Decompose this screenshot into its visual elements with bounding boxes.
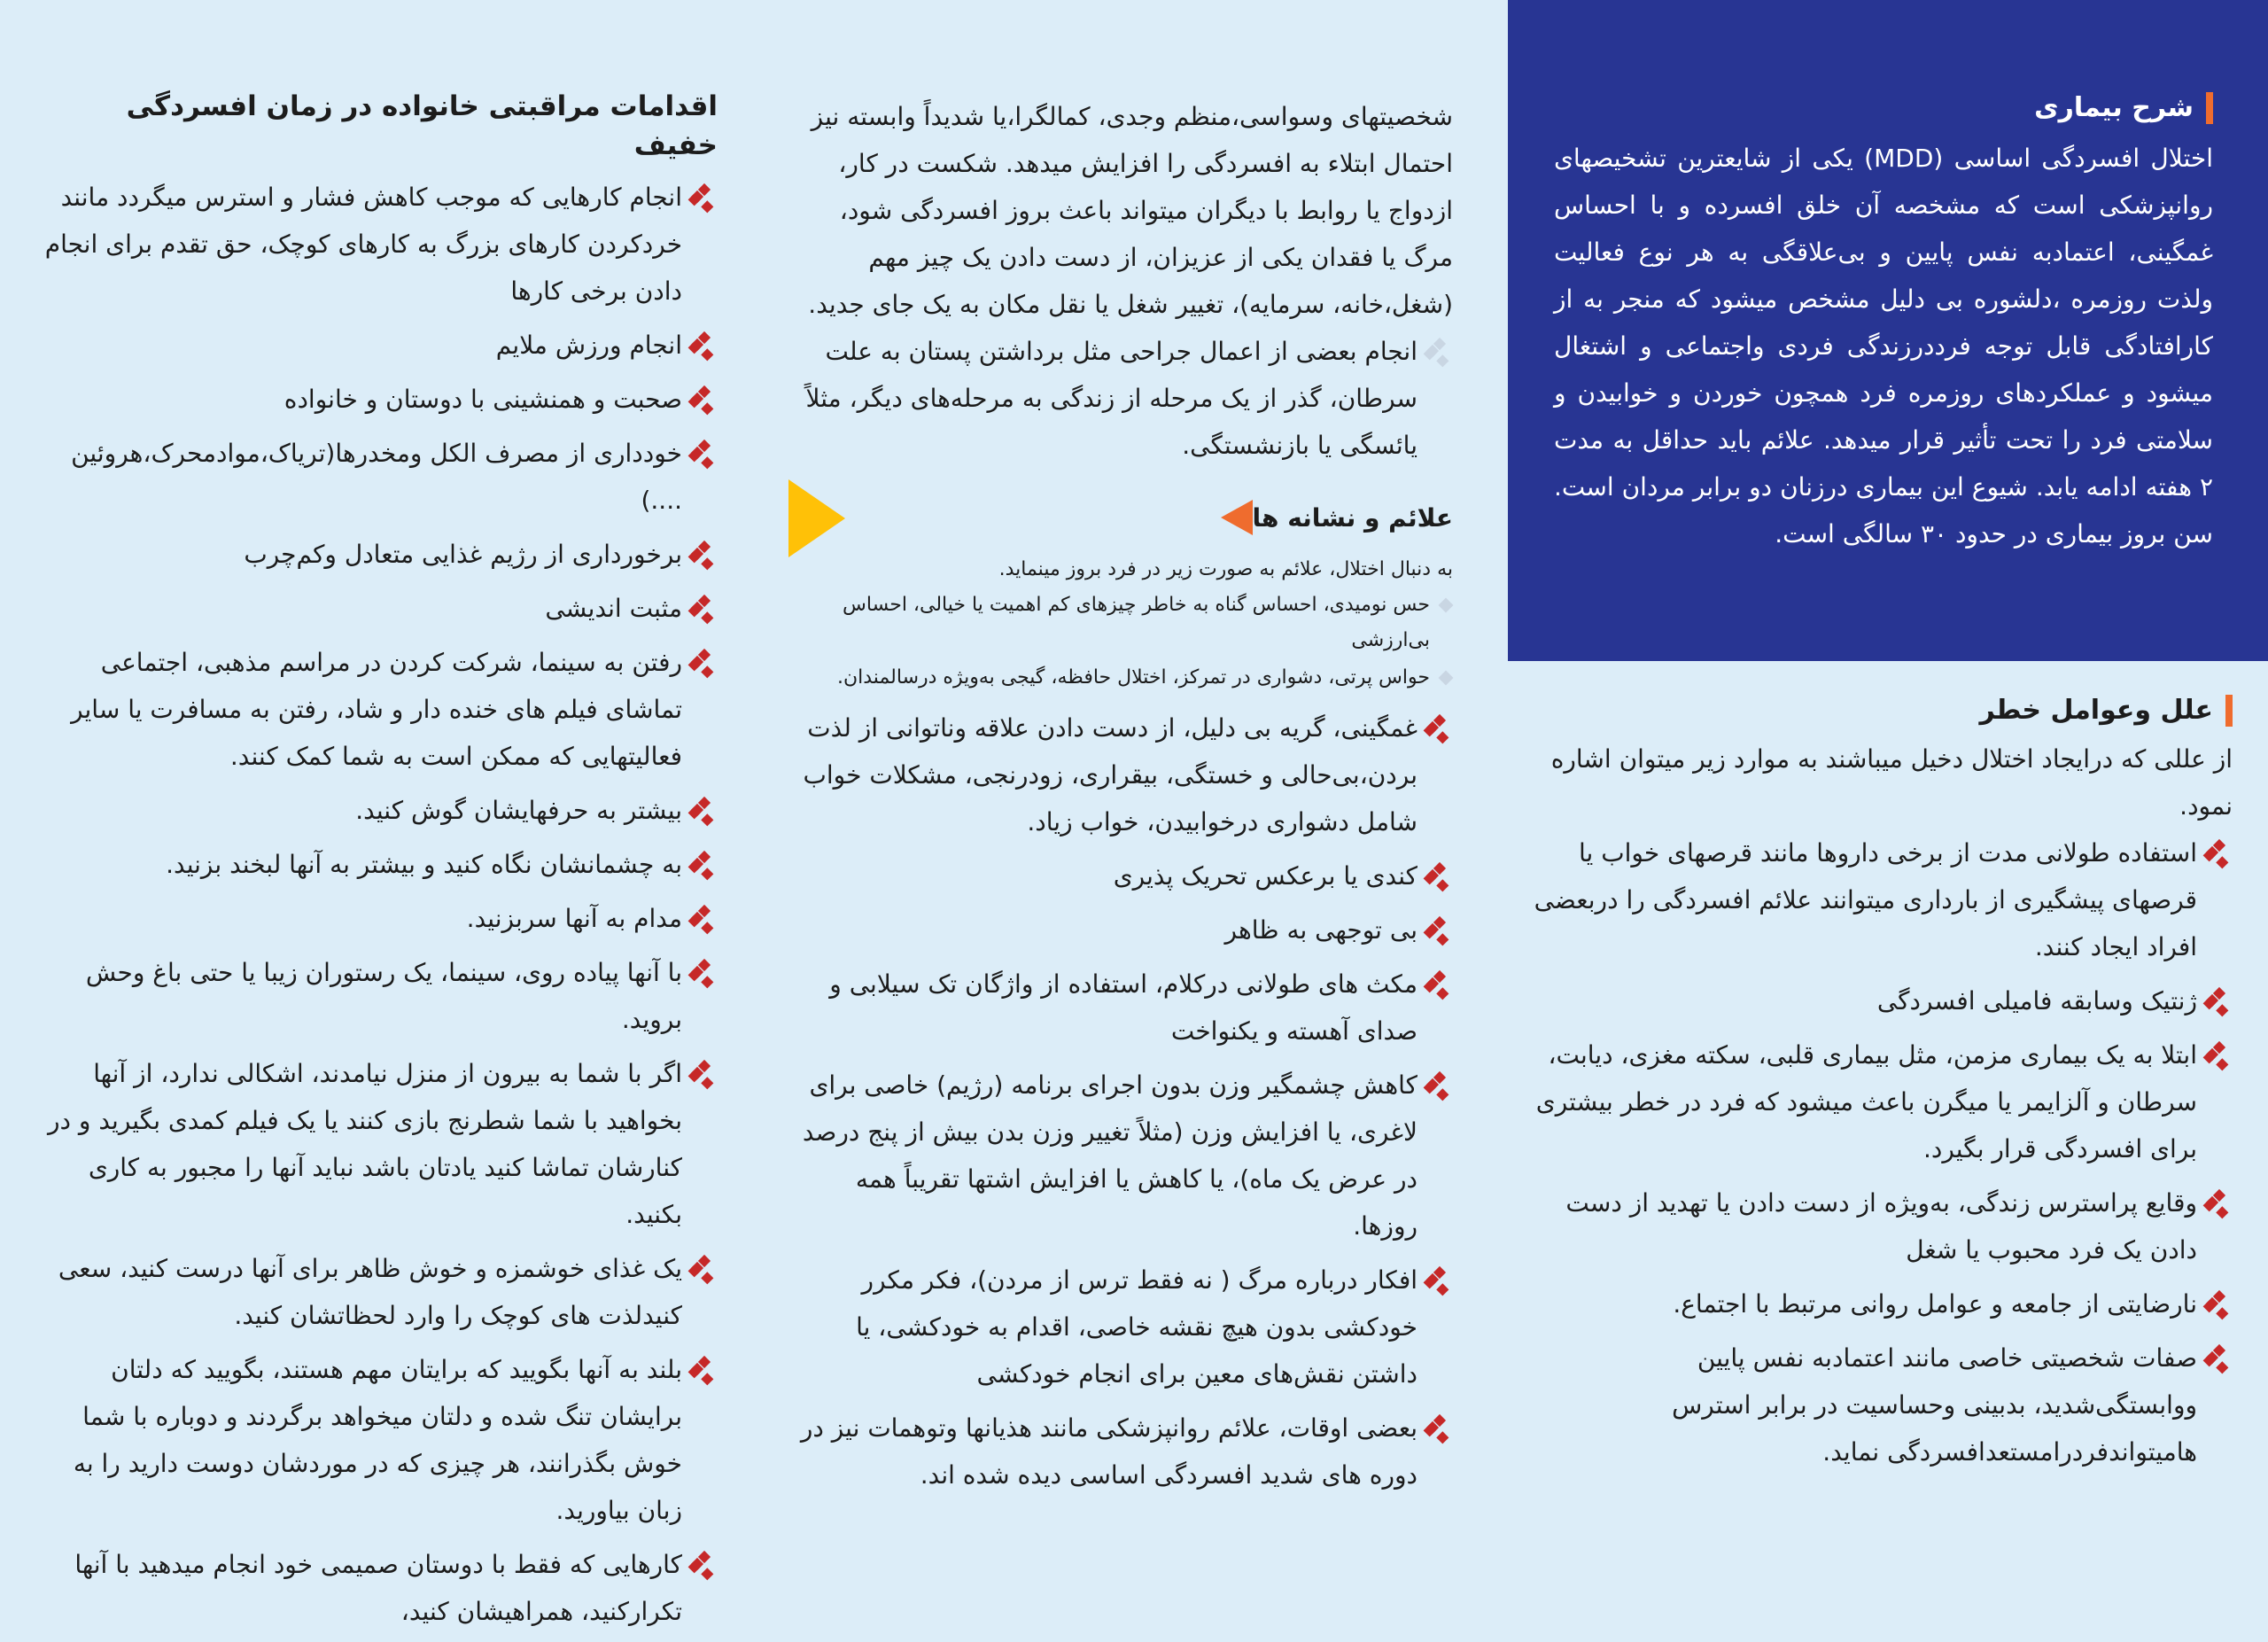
diamond-bullet-icon xyxy=(2208,1042,2231,1065)
list-item: استفاده طولانی مدت از برخی داروها مانند قرصهای خواب یا قرصهای پیشگیری از بارداری میتوانند علائم افسردگی را دربعضی افراد ایجاد کنند. xyxy=(1533,829,2233,970)
diamond-bullet-icon xyxy=(1428,971,1451,994)
list-item: مدام به آنها سربزنید. xyxy=(35,895,718,942)
diamond-bullet-icon xyxy=(2208,988,2231,1011)
diamond-bullet-icon xyxy=(1428,715,1451,738)
diamond-bullet-icon xyxy=(693,440,716,463)
list-item: حس نومیدی، احساس گناه به خاطر چیزهای کم اهمیت یا خیالی، احساس بی‌ارزشی xyxy=(788,588,1453,658)
middle-column xyxy=(780,93,1488,1506)
diamond-bullet-icon xyxy=(1428,1267,1451,1290)
diamond-bullet-icon xyxy=(1428,1072,1451,1095)
description-title: شرح بیماری xyxy=(2034,92,2194,123)
list-item: کارهایی که فقط با دوستان صمیمی خود انجام میدهید با آنها تکرارکنید، همراهیشان کنید، xyxy=(35,1541,718,1635)
surgery-list xyxy=(788,328,1453,469)
list-item: بعضی اوقات، علائم روانپزشکی مانند هذیانها وتوهمات نیز در دوره های شدید افسردگی اساسی دیده شده اند. xyxy=(788,1405,1453,1498)
list-item: نارضایتی از جامعه و عوامل روانی مرتبط با اجتماع. xyxy=(1533,1280,2233,1327)
list-item: بیشتر به حرفهایشان گوش کنید. xyxy=(35,787,718,834)
diamond-bullet-icon xyxy=(693,541,716,564)
diamond-bullet-icon xyxy=(693,1256,716,1279)
list-item: ابتلا به یک بیماری مزمن، مثل بیماری قلبی، سکته مغزی، دیابت، سرطان و آلزایمر یا میگرن باعث میشود که فرد در خطر بیشتری برای افسردگی قرار بگیرد. xyxy=(1533,1031,2233,1172)
diamond-bullet-icon xyxy=(693,332,716,355)
list-item: انجام ورزش ملایم xyxy=(35,322,718,369)
family-care-list xyxy=(35,174,718,1635)
diamond-bullet-icon xyxy=(1428,863,1451,886)
diamond-bullet-icon xyxy=(1428,339,1451,362)
diamond-bullet-icon xyxy=(1439,598,1454,613)
heading-bar-icon xyxy=(2225,695,2233,727)
diamond-bullet-icon xyxy=(693,386,716,409)
list-item: انجام بعضی از اعمال جراحی مثل برداشتن پستان به علت سرطان، گذر از یک مرحله از زندگی به مرحله‌های دیگر، مثلاً یائسگی یا بازنشستگی. xyxy=(788,328,1453,469)
right-column xyxy=(1508,0,2268,1603)
list-item: انجام کارهایی که موجب کاهش فشار و استرس میگردد مانند خردکردن کارهای بزرگ به کارهای کوچک، حق تقدم برای انجام دادن برخی کارها xyxy=(35,174,718,315)
diamond-bullet-icon xyxy=(1428,917,1451,940)
list-item: وقایع پراسترس زندگی، به‌ویژه از دست دادن یا تهدید از دست دادن یک فرد محبوب یا شغل xyxy=(1533,1179,2233,1273)
list-item: مثبت اندیشی xyxy=(35,585,718,632)
triangle-right-icon xyxy=(788,479,845,557)
symptoms-title: علائم و نشانه ها xyxy=(1252,502,1453,533)
list-item: غمگینی، گریه بی دلیل، از دست دادن علاقه وناتوانی از لذت بردن،بی‌حالی و خستگی، بیقراری، زودرنجی، مشکلات خواب شامل دشواری درخوابیدن، خواب زیاد. xyxy=(788,704,1453,845)
symptoms-intro: به دنبال اختلال، علائم به صورت زیر در فرد بروز مینماید. xyxy=(998,558,1453,580)
diamond-bullet-icon xyxy=(1439,671,1454,686)
diamond-bullet-icon xyxy=(693,1061,716,1084)
symptoms-heading xyxy=(788,486,1453,549)
diamond-bullet-icon xyxy=(693,595,716,619)
risk-factors-section xyxy=(1508,691,2268,1482)
diamond-bullet-icon xyxy=(693,798,716,821)
diamond-bullet-icon xyxy=(693,1357,716,1380)
diamond-bullet-icon xyxy=(2208,1291,2231,1314)
list-item: برخورداری از رژیم غذایی متعادل وکم‌چرب xyxy=(35,531,718,578)
diamond-bullet-icon xyxy=(693,1552,716,1575)
left-column xyxy=(35,87,718,1642)
personality-paragraph: شخصیتهای وسواسی،منظم وجدی، کمالگرا،یا شدیداً وابسته نیز احتمال ابتلاء به افسردگی را افزایش میدهد. شکست در کار، ازدواج یا روابط با دیگران میتواند باعث بروز افسردگی شود، مرگ یا فقدان یکی از عزیزان، از دست دادن یک چیز مهم (شغل،خانه، سرمایه)، تغییر شغل یا نقل مکان به یک جای جدید. xyxy=(808,102,1453,319)
list-item: خودداری از مصرف الکل ومخدرها(تریاک،موادمحرک،هروئین ....) xyxy=(35,430,718,524)
list-item: ژنتیک وسابقه فامیلی افسردگی xyxy=(1533,977,2233,1024)
diamond-bullet-icon xyxy=(693,852,716,875)
risk-factors-title: علل وعوامل خطر xyxy=(1979,695,2213,726)
diamond-bullet-icon xyxy=(693,960,716,983)
list-item: صحبت و همنشینی با دوستان و خانواده xyxy=(35,376,718,423)
list-item: بی توجهی به ظاهر xyxy=(788,907,1453,953)
description-heading xyxy=(1554,89,2213,128)
risk-factors-intro: از عللی که درایجاد اختلال دخیل میباشند به موارد زیر میتوان اشاره نمود. xyxy=(1550,744,2233,821)
list-item: یک غذای خوشمزه و خوش ظاهر برای آنها درست کنید، سعی کنیدلذت های کوچک را وارد لحظاتشان کنید. xyxy=(35,1245,718,1339)
risk-factors-heading xyxy=(1533,691,2233,730)
heading-bar-icon xyxy=(2206,92,2213,124)
family-care-title: اقدامات مراقبتی خانواده در زمان افسردگی خفیف xyxy=(126,90,718,161)
diamond-bullet-icon xyxy=(1428,1415,1451,1438)
list-item: به چشمانشان نگاه کنید و بیشتر به آنها لبخند بزنید. xyxy=(35,841,718,888)
symptoms-small-list xyxy=(788,588,1453,696)
list-item: کاهش چشمگیر وزن بدون اجرای برنامه (رژیم) خاصی برای لاغری، یا افزایش وزن (مثلاً تغییر وزن بدن بیش از پنج درصد در عرض یک ماه)، یا کاهش یا افزایش اشتها تقریباً همه روزها. xyxy=(788,1062,1453,1249)
list-item: مکث های طولانی درکلام، استفاده از واژگان تک سیلابی و صدای آهسته و یکنواخت xyxy=(788,961,1453,1054)
diamond-bullet-icon xyxy=(693,906,716,929)
diamond-bullet-icon xyxy=(2208,1345,2231,1368)
diamond-bullet-icon xyxy=(2208,1190,2231,1213)
list-item: کندی یا برعکس تحریک پذیری xyxy=(788,852,1453,899)
list-item: بلند به آنها بگویید که برایتان مهم هستند، بگویید که دلتان برایشان تنگ شده و دلتان میخواهد برگردند و دوباره با شما خوش بگذرانند، هر چیزی که در موردشان دوست دارید را به زبان بیاورید. xyxy=(35,1346,718,1534)
description-panel xyxy=(1508,0,2268,661)
diamond-bullet-icon xyxy=(2208,840,2231,863)
list-item: صفات شخصیتی خاصی مانند اعتمادبه نفس پایین ووابستگی‌شدید، بدبینی وحساسیت در برابر استرس هامیتواندفردرامستعدافسردگی نماید. xyxy=(1533,1335,2233,1475)
list-item: رفتن به سینما، شرکت کردن در مراسم مذهبی، اجتماعی تماشای فیلم های خنده دار و شاد، رفتن به مسافرت یا سایر فعالیتهایی که ممکن است به شما کمک کنند. xyxy=(35,639,718,780)
list-item: با آنها پیاده روی، سینما، یک رستوران زیبا یا حتی باغ وحش بروید. xyxy=(35,949,718,1043)
description-text: اختلال افسردگی اساسی (MDD) یکی از شایعترین تشخیصهای روانپزشکی است که مشخصه آن خلق افسرده و با احساس غمگینی، اعتمادبه نفس پایین و بی‌علاقگی به هر نوع فعالیت ولذت روزمره ،دلشوره بی دلیل مشخص میشود که منجر به از کارافتادگی قابل توجه فرددرزندگی فردی واجتماعی و اشتغال میشود و عملکردهای روزمره فرد همچون خوردن و خوابیدن و سلامتی فرد را تحت تأثیر قرار میدهد. علائم باید حداقل به مدت ۲ هفته ادامه یابد. شیوع این بیماری درزنان دو برابر مردان است. سن بروز بیماری در حدود ۳۰ سالگی است. xyxy=(1554,144,2213,549)
list-item: حواس پرتی، دشواری در تمرکز، اختلال حافظه، گیجی به‌ویژه درسالمندان. xyxy=(788,660,1453,696)
risk-factors-list xyxy=(1533,829,2233,1475)
diamond-bullet-icon xyxy=(693,184,716,207)
triangle-left-icon xyxy=(1221,500,1253,535)
diamond-bullet-icon xyxy=(693,650,716,673)
list-item: اگر با شما به بیرون از منزل نیامدند، اشکالی ندارد، از آنها بخواهید با شما شطرنج بازی کنند یا یک فیلم کمدی بگیرید و در کنارشان تماشا کنید یادتان باشد نباید آنها را مجبور به کاری بکنید. xyxy=(35,1050,718,1238)
list-item: افکار درباره مرگ ( نه فقط ترس از مردن)، فکر مکرر خودکشی بدون هیچ نقشه خاصی، اقدام به خودکشی، یا داشتن نقش‌های معین برای انجام خودکشی xyxy=(788,1257,1453,1397)
family-care-heading xyxy=(35,87,718,165)
symptoms-list xyxy=(788,704,1453,1498)
